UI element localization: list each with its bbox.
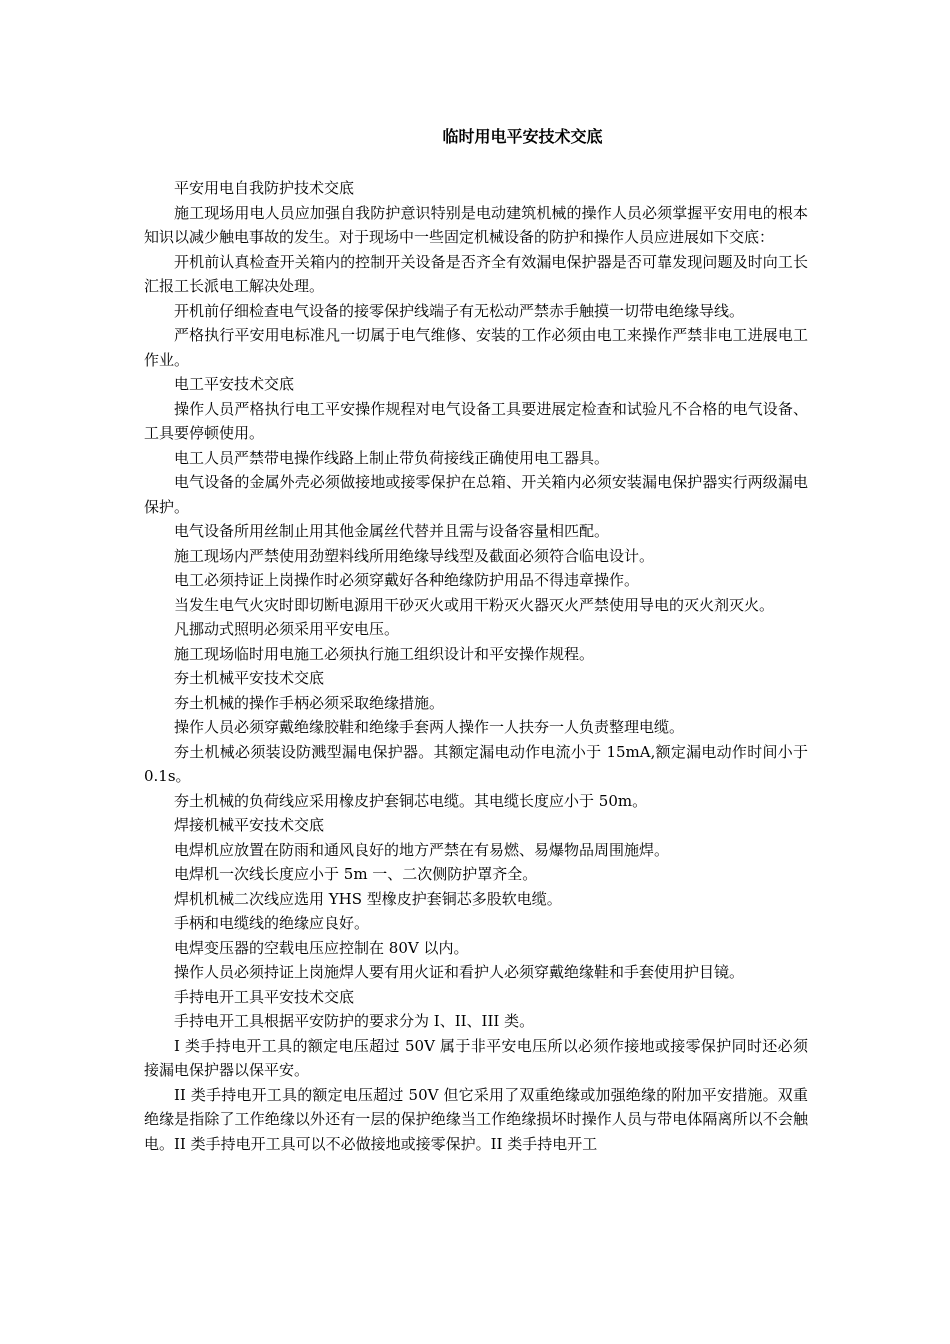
paragraph: 严格执行平安用电标准凡一切属于电气维修、安装的工作必须由电工来操作严禁非电工进展电工作业。	[144, 326, 808, 369]
paragraph: 手持电开工具根据平安防护的要求分为 I、II、III 类。	[174, 1012, 535, 1030]
paragraph: 焊机机械二次线应选用 YHS 型橡皮护套铜芯多股软电缆。	[174, 889, 562, 908]
paragraph: 当发生电气火灾时即切断电源用干砂灭火或用干粉灭火器灭火严禁使用导电的灭火剂灭火。	[174, 595, 775, 614]
paragraph: 电气设备的金属外壳必须做接地或接零保护在总箱、开关箱内必须安装漏电保护器实行两级漏电保护。	[144, 473, 808, 516]
paragraph: 操作人员必须持证上岗施焊人要有用火证和看护人必须穿戴绝缘鞋和手套使用护目镜。	[174, 963, 745, 981]
document-body	[144, 176, 808, 1156]
paragraph: 电焊变压器的空载电压应控制在 80V 以内。	[174, 938, 469, 957]
paragraph: 夯土机械的负荷线应采用橡皮护套铜芯电缆。其电缆长度应小于 50m。	[174, 791, 648, 810]
paragraph: 夯土机械必须装设防溅型漏电保护器。其额定漏电动作电流小于 15mA,额定漏电动作时间小于 0.1s。	[144, 742, 808, 785]
paragraph: 电工平安技术交底	[174, 375, 295, 393]
paragraph: 施工现场用电人员应加强自我防护意识特别是电动建筑机械的操作人员必须掌握平安用电的根本知识以减少触电事故的发生。对于现场中一些固定机械设备的防护和操作人员应进展如下交底：	[144, 203, 808, 246]
paragraph: 施工现场临时用电施工必须执行施工组织设计和平安操作规程。	[174, 644, 595, 663]
paragraph: 开机前仔细检查电气设备的接零保护线端子有无松动严禁赤手触摸一切带电绝缘导线。	[174, 301, 745, 320]
paragraph: 电焊机一次线长度应小于 5m 一、二次侧防护罩齐全。	[174, 865, 538, 883]
paragraph: II 类手持电开工具的额定电压超过 50V 但它采用了双重绝缘或加强绝缘的附加平安措施。双重绝缘是指除了工作绝缘以外还有一层的保护绝缘当工作绝缘损坏时操作人员与带电体隔离所以不会触电。II 类手持电开工具可以不必做接地或接零保护。II 类手持电开工	[144, 1085, 808, 1153]
paragraph: 夯土机械的操作手柄必须采取绝缘措施。	[174, 693, 445, 712]
paragraph: 施工现场内严禁使用劲塑料线所用绝缘导线型及截面必须符合临电设计。	[174, 546, 655, 565]
paragraph: I 类手持电开工具的额定电压超过 50V 属于非平安电压所以必须作接地或接零保护同时还必须接漏电保护器以保平安。	[144, 1036, 808, 1079]
paragraph: 操作人员必须穿戴绝缘胶鞋和绝缘手套两人操作一人扶夯一人负责整理电缆。	[174, 718, 685, 736]
paragraph: 手柄和电缆线的绝缘应良好。	[174, 914, 370, 932]
paragraph: 电工人员严禁带电操作线路上制止带负荷接线正确使用电工器具。	[174, 448, 610, 467]
paragraph: 操作人员严格执行电工平安操作规程对电气设备工具要进展定检查和试验凡不合格的电气设备、工具要停顿使用。	[144, 399, 808, 442]
paragraph: 夯土机械平安技术交底	[174, 669, 325, 687]
paragraph: 电气设备所用丝制止用其他金属丝代替并且需与设备容量相匹配。	[174, 522, 610, 540]
paragraph: 平安用电自我防护技术交底	[174, 179, 355, 197]
paragraph: 焊接机械平安技术交底	[174, 816, 325, 834]
document-title: 临时用电平安技术交底	[442, 127, 603, 146]
paragraph: 电焊机应放置在防雨和通风良好的地方严禁在有易燃、易爆物品周围施焊。	[174, 840, 670, 859]
paragraph: 凡挪动式照明必须采用平安电压。	[174, 620, 400, 638]
paragraph: 开机前认真检查开关箱内的控制开关设备是否齐全有效漏电保护器是否可靠发现问题及时向工长汇报工长派电工解决处理。	[144, 252, 808, 295]
paragraph: 手持电开工具平安技术交底	[174, 987, 355, 1006]
paragraph: 电工必须持证上岗操作时必须穿戴好各种绝缘防护用品不得违章操作。	[174, 571, 640, 589]
